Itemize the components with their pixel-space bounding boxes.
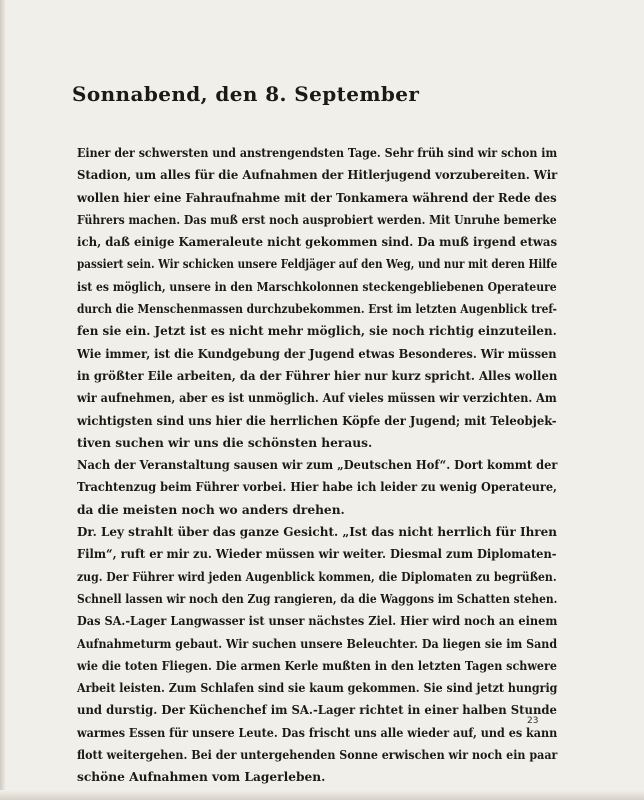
text-line: Aufnahmeturm gebaut. Wir suchen unsere Beleuchter. Da liegen sie im Sand <box>77 636 558 651</box>
text-line: Film“, ruft er mir zu. Wieder müssen wir weiter. Diesmal zum Diplomaten- <box>77 547 557 562</box>
text-line: Einer der schwersten und anstrengendsten Tage. Sehr früh sind wir schon im <box>77 146 558 160</box>
text-line: Nach der Veranstaltung sausen wir zum „Deutschen Hof“. Dort kommt der <box>77 458 558 473</box>
text-line: da die meisten noch wo anders drehen. <box>77 502 345 517</box>
text-line: und durstig. Der Küchenchef im SA.-Lager richtet in einer halben Stunde <box>77 703 557 718</box>
text-line: flott weitergehen. Bei der untergehenden Sonne erwischen wir noch ein paar <box>77 748 558 763</box>
text-line: Trachtenzug beim Führer vorbei. Hier habe ich leider zu wenig Operateure, <box>77 480 557 495</box>
body-text <box>77 142 557 789</box>
text-line: zug. Der Führer wird jeden Augenblick kommen, die Diplomaten zu begrüßen. <box>77 569 557 584</box>
text-line: wollen hier eine Fahraufnahme mit der Tonkamera während der Rede des <box>77 190 557 205</box>
page-number: 23 <box>527 716 539 726</box>
text-line: in größter Eile arbeiten, da der Führer hier nur kurz spricht. Alles wollen <box>77 368 558 383</box>
text-line: wie die toten Fliegen. Die armen Kerle mußten in den letzten Tagen schwere <box>77 658 557 673</box>
text-line: Schnell lassen wir noch den Zug rangieren, da die Waggons im Schatten stehen. <box>77 591 558 606</box>
text-line: Dr. Ley strahlt über das ganze Gesicht. „Ist das nicht herrlich für Ihren <box>77 525 557 540</box>
text-line: passiert sein. Wir schicken unsere Feldjäger auf den Weg, und nur mit deren Hilfe <box>77 257 558 272</box>
text-line: Führers machen. Das muß erst noch ausprobiert werden. Mit Unruhe bemerke <box>77 212 557 227</box>
text-line: ist es möglich, unsere in den Marschkolonnen steckengebliebenen Operateure <box>77 279 557 294</box>
text-line: Arbeit leisten. Zum Schlafen sind sie kaum gekommen. Sie sind jetzt hungrig <box>77 681 558 696</box>
text-line: fen sie ein. Jetzt ist es nicht mehr möglich, sie noch richtig einzuteilen. <box>77 324 557 339</box>
text-line: warmes Essen für unsere Leute. Das frischt uns alle wieder auf, und es kann <box>77 725 558 740</box>
text-line: schöne Aufnahmen vom Lagerleben. <box>77 770 326 785</box>
text-line: ich, daß einige Kameraleute nicht gekommen sind. Da muß irgend etwas <box>77 235 558 250</box>
page-bottom-shadow <box>0 790 644 800</box>
text-line: Das SA.-Lager Langwasser ist unser nächstes Ziel. Hier wird noch an einem <box>77 614 558 629</box>
text-line: wir aufnehmen, aber es ist unmöglich. Auf vieles müssen wir verzichten. Am <box>77 391 557 406</box>
text-line: durch die Menschenmassen durchzubekommen. Erst im letzten Augenblick tref- <box>77 302 557 317</box>
text-line: wichtigsten sind uns hier die herrlichen Köpfe der Jugend; mit Teleobjek- <box>77 413 557 428</box>
text-line: Wie immer, ist die Kundgebung der Jugend etwas Besonderes. Wir müssen <box>77 346 557 361</box>
text-line: tiven suchen wir uns die schönsten heraus. <box>77 435 373 450</box>
page-heading: Sonnabend, den 8. September <box>72 82 420 106</box>
page-gutter-shadow <box>0 0 6 800</box>
text-line: Stadion, um alles für die Aufnahmen der Hitlerjugend vorzubereiten. Wir <box>77 168 558 183</box>
